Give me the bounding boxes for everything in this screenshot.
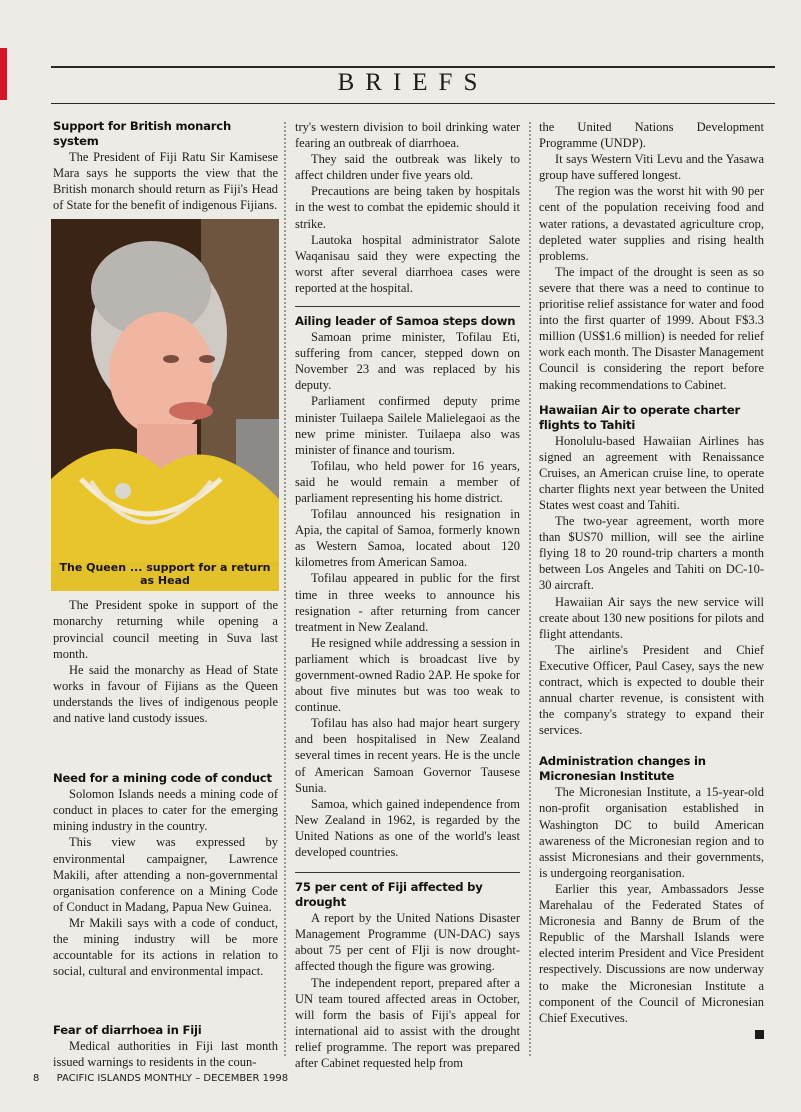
paragraph: Precautions are being taken by hospitals in the west to combat the epidemic should it strike. <box>295 184 520 231</box>
column-1 <box>53 119 278 1070</box>
paragraph: Tofilau, who held power for 16 years, said he would remain a member of parliament representing his home district. <box>295 458 520 505</box>
article-monarch <box>53 119 278 726</box>
page-number: 8 <box>33 1073 40 1084</box>
publication-line: PACIFIC ISLANDS MONTHLY – DECEMBER 1998 <box>56 1073 289 1084</box>
column-2 <box>295 119 520 1071</box>
paragraph: Medical authorities in Fiji last month issued warnings to residents in the coun- <box>53 1039 278 1070</box>
paragraph: try's western division to boil drinking water fearing an outbreak of diarrhoea. <box>295 120 520 151</box>
article-drought <box>295 880 520 1071</box>
paragraph: Parliament confirmed deputy prime minister Tuilaepa Sailele Malielegaoi as the new prime minister. Tuilaepa also was minister of finance and tourism. <box>295 394 520 457</box>
queen-photo <box>51 219 279 591</box>
headline: 75 per cent of Fiji affected by drought <box>295 880 483 910</box>
paragraph: Hawaiian Air says the new service will create about 130 new positions for pilots and flight attendants. <box>539 594 764 641</box>
section-title: BRIEFS <box>337 69 489 96</box>
paragraph: The impact of the drought is seen as so severe that there was a need to continue to prioritise relief assistance for water and food into the first quarter of 1999. About F$3.3 million (US$1.6 million) is needed for relief work each month. The Disaster Management Council is considering the report before making recommendations to Cabinet. <box>539 264 764 392</box>
paragraph: Tofilau appeared in public for the first time in three weeks to announce his resignation - after returning from cancer treatment in New Zealand. <box>295 571 520 634</box>
article-drought-continued <box>539 119 764 393</box>
article-hawaiian <box>539 403 764 739</box>
queen-portrait-image <box>51 219 279 591</box>
article-separator <box>295 872 520 873</box>
headline: Fear of diarrhoea in Fiji <box>53 1023 202 1038</box>
paragraph: The airline's President and Chief Executive Officer, Paul Casey, says the new contract, which is expected to double their annual charter revenue, is consistent with the company's strategy to expand their services. <box>539 642 764 738</box>
page-edge-tab <box>0 48 7 100</box>
paragraph: Mr Makili says with a code of conduct, the mining industry will be more accountable for its actions in relation to social, cultural and environmental impact. <box>53 915 278 979</box>
headline: Hawaiian Air to operate charter flights to Tahiti <box>539 402 741 432</box>
column-divider-1 <box>284 122 286 1056</box>
paragraph: The two-year agreement, worth more than $US70 million, will see the airline flying 18 to 20 round-trip charters a month between Los Angeles and Tahiti on DC-10-30 aircraft. <box>539 514 764 593</box>
paragraph: Lautoka hospital administrator Salote Waqanisau said they were expecting the worst after several diarrhoea cases were reported at the hospital. <box>295 232 520 295</box>
paragraph: This view was expressed by environmental campaigner, Lawrence Makili, after attending a non-governmental organisation conference on a Mining Code of Conduct in Madang, Papua New Guinea. <box>53 835 278 914</box>
paragraph: He resigned while addressing a session in parliament which is broadcast live by government-owned Radio 2AP. He spoke for about five minutes but was too weak to continue. <box>295 635 520 715</box>
article-micronesian <box>539 754 764 1025</box>
paragraph: Solomon Islands needs a mining code of conduct in places to cater for the emerging mining industry in the country. <box>53 787 278 834</box>
paragraph: Earlier this year, Ambassadors Jesse Marehalau of the Federated States of Micronesia and Banny de Brum of the Republic of the Marshall Islands were elected interim President and Vice President respectively. Discussions are now underway to make the Micronesian Institute a component of the Council of Micronesian Chief Executives. <box>539 881 764 1025</box>
paragraph: It says Western Viti Levu and the Yasawa group have suffered longest. <box>539 152 764 183</box>
paragraph: The independent report, prepared after a UN team toured affected areas in October, will form the basis of Fiji's appeal for international aid to assist with the drought relief programme. The report was prepared after Cabinet requested help from <box>295 975 520 1070</box>
column-3 <box>539 119 764 1039</box>
paragraph: Samoa, which gained independence from New Zealand in 1962, is regarded by the United Nations as one of the world's least developed countries. <box>295 796 520 860</box>
paragraph: He said the monarchy as Head of State works in favour of Fijians as the Queen understands the lives of indigenous people and native land custody issues. <box>53 662 278 726</box>
paragraph: Tofilau has also had major heart surgery and been hospitalised in New Zealand several times in recent years. He is the uncle of American Samoan Governor Tausese Sunia. <box>295 716 520 795</box>
article-diarrhoea-continued <box>295 119 520 296</box>
column-divider-2 <box>529 122 531 1056</box>
article-samoa <box>295 314 520 860</box>
headline: Administration changes in Micronesian Institute <box>539 754 706 784</box>
paragraph: the United Nations Development Programme (UNDP). <box>539 120 764 151</box>
end-of-article-marker <box>755 1030 764 1039</box>
paragraph: Honolulu-based Hawaiian Airlines has signed an agreement with Renaissance Cruises, an American cruise line, to operate charter flights next year between the United States west coast and Tahiti. <box>539 433 764 512</box>
paragraph: A report by the United Nations Disaster Management Programme (UN-DAC) says about 75 per cent of FIji is now drought-affected though the figure was growing. <box>295 911 520 974</box>
headline: Ailing leader of Samoa steps down <box>295 314 516 329</box>
paragraph: They said the outbreak was likely to affect children under five years old. <box>295 152 520 183</box>
paragraph: The President spoke in support of the monarchy returning while opening a provincial council meeting in Suva last month. <box>53 598 278 661</box>
paragraph: Samoan prime minister, Tofilau Eti, suffering from cancer, stepped down on November 23 and was replaced by his deputy. <box>295 330 520 393</box>
paragraph: The President of Fiji Ratu Sir Kamisese Mara says he supports the view that the British monarch should return as Fiji's Head of State for the benefit of indigenous Fijians. <box>53 150 278 213</box>
article-diarrhoea <box>53 1023 278 1070</box>
header-rule <box>51 66 775 68</box>
paragraph: Tofilau announced his resignation in Apia, the capital of Samoa, formerly known as Western Samoa, located about 120 kilometres from American Samoa. <box>295 507 520 570</box>
headline: Need for a mining code of conduct <box>53 771 272 786</box>
article-mining <box>53 771 278 979</box>
article-separator <box>295 306 520 307</box>
headline: Support for British monarch system <box>53 119 232 148</box>
page-footer <box>33 1073 288 1084</box>
header-underline <box>51 103 775 104</box>
photo-caption: The Queen ... support for a return as Head <box>59 561 271 588</box>
paragraph: The Micronesian Institute, a 15-year-old non-profit organisation established in Washington DC to build American awareness of the Micronesian region and to assist Micronesians and their governments, is undergoing reorganisation. <box>539 785 764 880</box>
paragraph: The region was the worst hit with 90 per cent of the population receiving food and water rations, a devastated agriculture crop, depleted water supplies and rising health problems. <box>539 184 764 263</box>
